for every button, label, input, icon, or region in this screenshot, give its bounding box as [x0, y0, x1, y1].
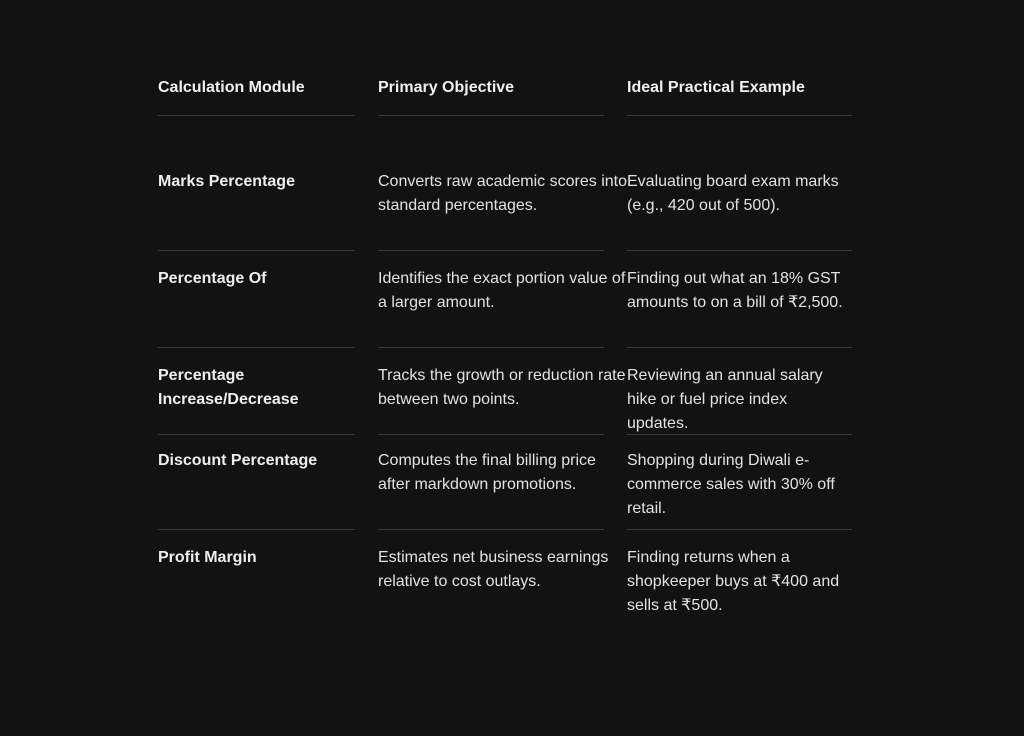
- row-objective: Identifies the exact portion value of a larger amount.: [378, 270, 626, 311]
- row-example: Finding out what an 18% GST amounts to on a bill of ₹2,500.: [627, 270, 843, 311]
- comparison-table: [158, 76, 852, 626]
- row-example: Reviewing an annual salary hike or fuel price index updates.: [627, 367, 823, 432]
- row-example: Evaluating board exam marks (e.g., 420 out of 500).: [627, 173, 839, 214]
- row-module: Percentage Increase/Decrease: [158, 367, 299, 408]
- header-primary-objective: Primary Objective: [378, 79, 515, 96]
- row-objective: Computes the final billing price after markdown promotions.: [378, 452, 596, 493]
- row-objective: Tracks the growth or reduction rate between two points.: [378, 367, 626, 408]
- row-example: Finding returns when a shopkeeper buys at ₹400 and sells at ₹500.: [627, 549, 840, 614]
- table-row: [158, 251, 852, 347]
- row-example: Shopping during Diwali e-commerce sales with 30% off retail.: [627, 452, 835, 517]
- header-calculation-module: Calculation Module: [158, 79, 305, 96]
- table-header-row: [158, 76, 852, 115]
- row-module: Marks Percentage: [158, 173, 295, 190]
- table-row: [158, 348, 852, 434]
- row-objective: Estimates net business earnings relative to cost outlays.: [378, 549, 609, 590]
- row-module: Percentage Of: [158, 270, 267, 287]
- table-row: [158, 530, 852, 626]
- comparison-table-container: [158, 76, 852, 626]
- header-divider: [158, 115, 852, 154]
- header-ideal-practical-example: Ideal Practical Example: [627, 79, 805, 96]
- row-objective: Converts raw academic scores into standard percentages.: [378, 173, 627, 214]
- table-row: [158, 435, 852, 529]
- table-row: [158, 154, 852, 250]
- row-module: Discount Percentage: [158, 452, 318, 469]
- row-module: Profit Margin: [158, 549, 257, 566]
